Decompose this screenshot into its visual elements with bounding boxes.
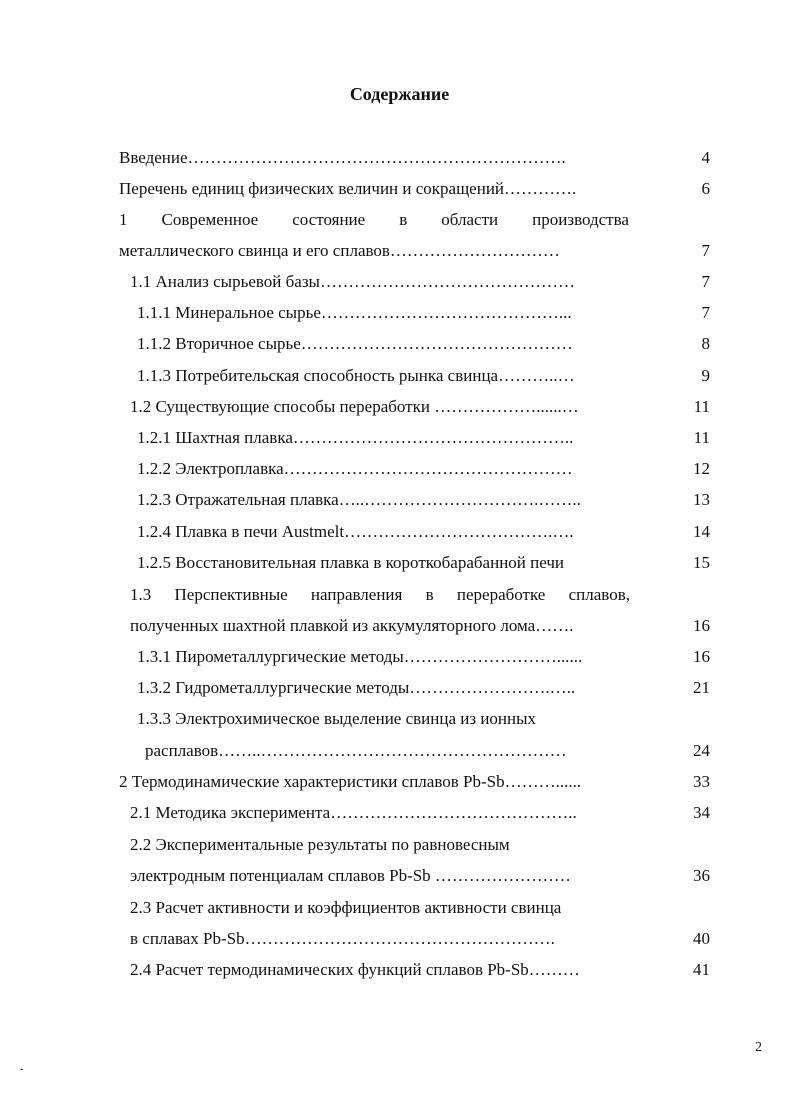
toc-page-number: 41: [693, 960, 710, 979]
toc-entry-text: 1.3.1 Пирометаллургические методы………………………......: [137, 647, 583, 666]
toc-page-number: 7: [701, 272, 710, 291]
toc-entry-continuation[interactable]: [130, 866, 571, 886]
toc-entry[interactable]: [130, 397, 579, 417]
toc-page-number: 9: [701, 366, 710, 385]
toc-entry[interactable]: [137, 678, 575, 698]
word: Современное: [161, 210, 259, 229]
toc-entry-text: расплавов……..………………………………………………: [145, 741, 567, 760]
toc-page-number: 40: [693, 929, 710, 948]
toc-entry[interactable]: [130, 803, 577, 823]
word: сплавов,: [568, 585, 630, 604]
toc-entry[interactable]: [137, 366, 575, 386]
toc-page-number: 36: [693, 866, 710, 885]
toc-entry-text: 2 Термодинамические характеристики сплавов Pb-Sb………......: [119, 772, 582, 791]
toc-entry-continuation[interactable]: [130, 616, 573, 636]
toc-entry-text: полученных шахтной плавкой из аккумуляторного лома…….: [130, 616, 574, 635]
toc-entry[interactable]: [130, 898, 561, 918]
toc-page-number: 21: [693, 678, 710, 697]
toc-page-number: 13: [693, 490, 710, 509]
toc-page-number: 12: [693, 459, 710, 478]
word: состояние: [292, 210, 366, 229]
toc-entry[interactable]: [130, 272, 575, 292]
page-number: 2: [755, 1040, 762, 1055]
toc-page-number: 16: [693, 616, 710, 635]
word: Перспективные: [174, 585, 288, 604]
toc-entry-text-justified: [130, 585, 630, 605]
toc-entry-text: 1.1.3 Потребительская способность рынка свинца………..…: [137, 366, 575, 385]
toc-entry-text: 1.3.3 Электрохимическое выделение свинца из ионных: [137, 709, 537, 728]
toc-entry-text: 1.1 Анализ сырьевой базы………………………………………: [130, 272, 575, 291]
toc-entry-text: в сплавах Pb-Sb……………………………………………….: [130, 929, 555, 948]
toc-page-number: 24: [693, 741, 710, 760]
toc-entry[interactable]: [119, 148, 566, 168]
toc-entry-text: 2.4 Расчет термодинамических функций сплавов Pb-Sb………: [130, 960, 580, 979]
word: 1.3: [130, 585, 152, 604]
toc-entry[interactable]: [137, 490, 581, 510]
toc-page-number: 11: [693, 397, 710, 416]
toc-entry-text: 1.2.3 Отражательная плавка…..………………………….……..: [137, 490, 581, 509]
toc-page-number: 7: [701, 241, 710, 260]
toc-entry-text: 1.1.1 Минеральное сырье……………………………………...: [137, 303, 572, 322]
toc-entry-continuation[interactable]: [145, 741, 567, 761]
toc-entry-text: 1.2.2 Электроплавка……………………………………………: [137, 459, 573, 478]
toc-entry-text: Перечень единиц физических величин и сокращений………….: [119, 179, 577, 198]
toc-entry[interactable]: [137, 303, 572, 323]
toc-entry-text: 2.1 Методика эксперимента……………………………………..: [130, 803, 577, 822]
toc-entry-text: 1.2.1 Шахтная плавка…………………………………………..: [137, 428, 574, 447]
word: области: [441, 210, 499, 229]
toc-entry-text: 1.2 Существующие способы переработки ………………......…: [130, 397, 579, 416]
toc-entry-text: 1.2.4 Плавка в печи Austmelt……………………………….….: [137, 522, 574, 541]
toc-page-number: 4: [701, 148, 710, 167]
toc-page-number: 11: [693, 428, 710, 447]
toc-entry-text: 2.2 Экспериментальные результаты по равновесным: [130, 835, 510, 854]
toc-entry-text: электродным потенциалам сплавов Pb-Sb ……………………: [130, 866, 571, 885]
toc-page-number: 34: [693, 803, 710, 822]
corner-mark: -: [20, 1064, 24, 1075]
toc-page-number: 8: [701, 334, 710, 353]
toc-entry[interactable]: [119, 179, 576, 199]
toc-entry[interactable]: [137, 459, 573, 479]
toc-entry-text: 1.1.2 Вторичное сырье…………………………………………: [137, 334, 573, 353]
toc-entry[interactable]: [137, 553, 564, 573]
word: производства: [532, 210, 629, 229]
toc-page-number: 33: [693, 772, 710, 791]
toc-entry-continuation[interactable]: [130, 929, 555, 949]
toc-entry[interactable]: [137, 647, 582, 667]
word: в: [425, 585, 434, 604]
toc-entry[interactable]: [130, 960, 580, 980]
toc-entry-text: металлического свинца и его сплавов…………………………: [119, 241, 560, 260]
toc-entry[interactable]: [137, 334, 573, 354]
toc-page-number: 6: [701, 179, 710, 198]
toc-page-number: 16: [693, 647, 710, 666]
toc-entry-text: 2.3 Расчет активности и коэффициентов активности свинца: [130, 898, 562, 917]
toc-page-number: 15: [693, 553, 710, 572]
toc-page-number: 14: [693, 522, 710, 541]
word: направления: [310, 585, 403, 604]
word: 1: [119, 210, 128, 229]
toc-entry-text: 1.3.2 Гидрометаллургические методы…………………….…..: [137, 678, 576, 697]
toc-entry[interactable]: [119, 772, 581, 792]
toc-entry[interactable]: [130, 835, 510, 855]
toc-page-number: 7: [701, 303, 710, 322]
toc-entry-continuation[interactable]: [119, 241, 560, 261]
toc-entry-text-justified: [119, 210, 629, 230]
toc-entry[interactable]: [137, 428, 573, 448]
toc-entry-text: Введение………………………………………………………….: [119, 148, 566, 167]
toc-entry-text: 1.2.5 Восстановительная плавка в короткобарабанной печи: [137, 553, 565, 572]
word: переработке: [456, 585, 546, 604]
toc-entry[interactable]: [137, 709, 536, 729]
word: в: [399, 210, 408, 229]
toc-entry[interactable]: [137, 522, 574, 542]
page-title: Содержание: [349, 84, 450, 104]
